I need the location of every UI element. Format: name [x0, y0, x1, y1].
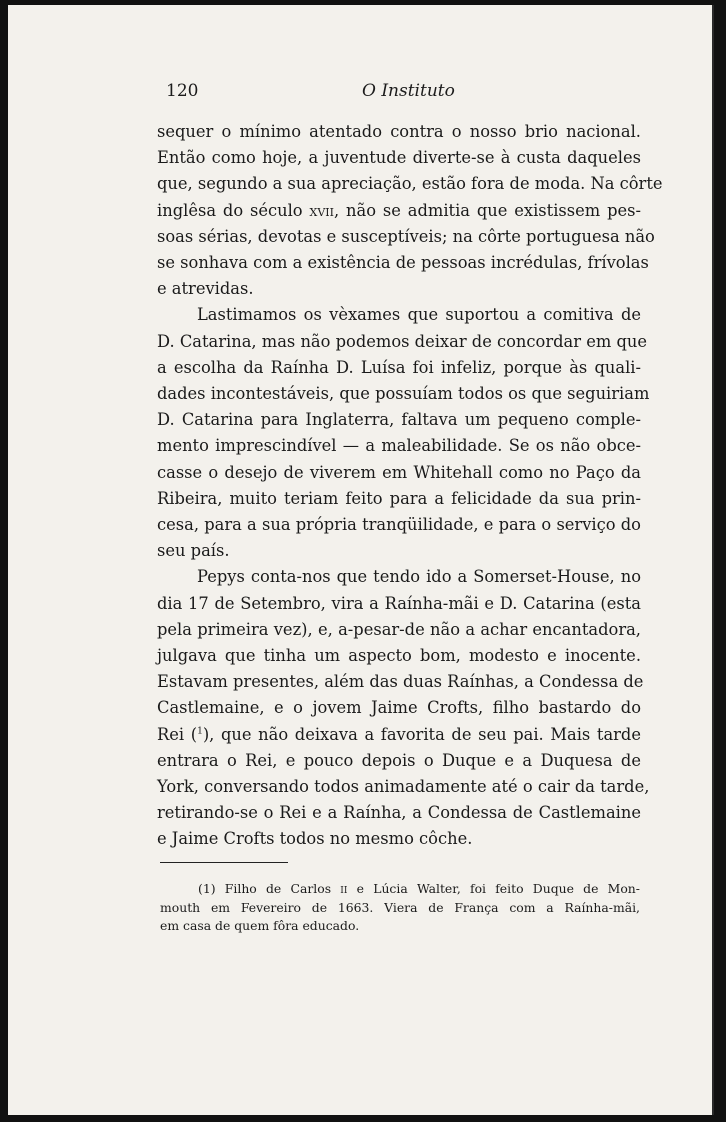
- footnote-reference: 1: [197, 726, 203, 737]
- text-fragment: inglêsa do século: [157, 200, 303, 220]
- regnal-numeral: ii: [340, 881, 348, 896]
- century-numeral: xvii: [309, 200, 334, 220]
- text-line: e atrevidas.: [157, 279, 254, 299]
- text-line: dades incontestáveis, que possuíam todos os que seguiriam: [157, 384, 650, 404]
- text-line: seu país.: [157, 541, 230, 561]
- text-fragment: Rei (: [157, 724, 198, 744]
- text-line: mento imprescindível — a maleabilidade. Se os não obce-: [157, 436, 641, 456]
- text-fragment: e Lúcia Walter, foi feito Duque de Mon-: [356, 881, 640, 896]
- footnote-line: mouth em Fevereiro de 1663. Viera de França com a Raínha-mãi,: [160, 899, 640, 915]
- text-line: casse o desejo de viverem em Whitehall como no Paço da: [157, 462, 641, 482]
- footnote-marker: (1): [198, 881, 216, 896]
- footnote-line: em casa de quem fôra educado.: [160, 918, 360, 934]
- text-line: Estavam presentes, além das duas Raínhas, a Condessa de: [157, 672, 644, 692]
- text-line: D. Catarina, mas não podemos deixar de concordar em que: [157, 331, 648, 351]
- text-line: se sonhava com a existência de pessoas incrédulas, frívolas: [157, 253, 649, 273]
- text-line: Ribeira, muito teriam feito para a felicidade da sua prin-: [157, 488, 641, 508]
- page-header: [166, 81, 650, 105]
- text-line: cesa, para a sua própria tranqüilidade, e para o serviço do: [157, 515, 641, 535]
- footnote: [160, 880, 640, 936]
- text-line: soas sérias, devotas e susceptíveis; na côrte portuguesa não: [157, 226, 655, 246]
- text-line: D. Catarina para Inglaterra, faltava um pequeno comple-: [157, 410, 641, 430]
- text-line: Pepys conta-nos que tendo ido a Somerset-House, no: [197, 567, 641, 587]
- running-title: O Instituto: [362, 81, 455, 101]
- text-line: julgava que tinha um aspecto bom, modesto e inocente.: [157, 646, 641, 666]
- footnote-divider: [160, 862, 288, 863]
- footnote-line: [160, 880, 640, 899]
- text-line: retirando-se o Rei e a Raínha, a Condessa de Castlemaine: [157, 803, 641, 823]
- text-line: York, conversando todos animadamente até o cair da tarde,: [157, 777, 650, 797]
- text-line: pela primeira vez), e, a-pesar-de não a achar encantadora,: [157, 619, 641, 639]
- text-fragment: Filho de Carlos: [224, 881, 332, 896]
- text-line: e Jaime Crofts todos no mesmo côche.: [157, 829, 473, 849]
- text-fragment: , não se admitia que existissem pes-: [333, 200, 641, 220]
- text-line: [157, 722, 641, 748]
- text-line: que, segundo a sua apreciação, estão fora de moda. Na côrte: [157, 174, 663, 194]
- text-line: [157, 198, 641, 224]
- page-number: 120: [166, 81, 199, 101]
- text-line: Castlemaine, e o jovem Jaime Crofts, filho bastardo do: [157, 698, 641, 718]
- text-fragment: ), que não deixava a favorita de seu pai. Mais tarde: [202, 724, 641, 744]
- text-line: a escolha da Raínha D. Luísa foi infeliz, porque às quali-: [157, 357, 641, 377]
- text-line: Lastimamos os vèxames que suportou a comitiva de: [197, 305, 641, 325]
- text-line: dia 17 de Setembro, vira a Raínha-mãi e D. Catarina (esta: [157, 593, 641, 613]
- body-text: [157, 119, 663, 853]
- text-line: sequer o mínimo atentado contra o nosso brio nacional.: [157, 122, 641, 141]
- text-line: entrara o Rei, e pouco depois o Duque e a Duquesa de: [157, 750, 641, 770]
- text-line: Então como hoje, a juventude diverte-se à custa daqueles: [157, 148, 641, 168]
